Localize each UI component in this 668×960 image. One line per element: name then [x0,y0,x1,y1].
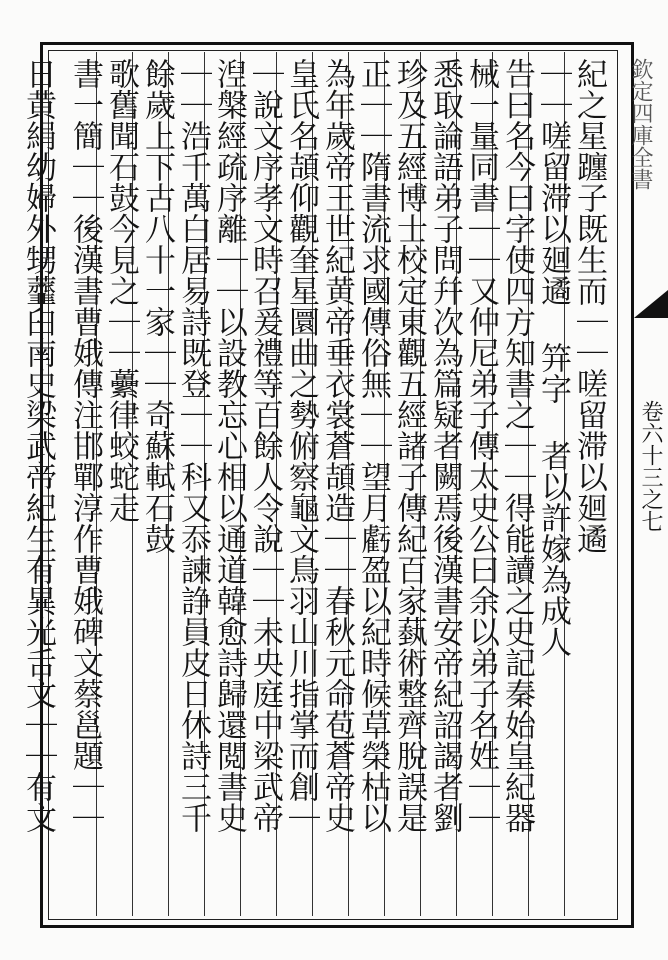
text-column-16: 日黄絹幼婦外甥虀臼南史梁武帝紀生有異光舌文｜｜有文 [20,58,56,833]
text-column-10: ｜說文序孝文時召爰禮等百餘人令說｜｜未央庭中梁武帝 [247,58,283,833]
fishtail-mark [634,290,668,318]
text-column-8: 為年歲帝王世紀黄帝垂衣裳蒼頡造｜｜春秋元命苞蒼帝史 [319,58,355,833]
text-column-11: 湼槃經疏序離｜｜以設教忘心相以通道韓愈詩歸還閲書史 [211,58,247,833]
running-header: 欽定四庫全書 [628,58,653,190]
text-column-4: 械一量同書｜｜又仲尼弟子傳太史公曰余以弟子名姓｜｜ [463,58,499,833]
text-column-6: 珍及五經博士校定東觀五經諸子傳紀百家蓺術整齊脫誤是 [391,58,427,833]
text-column-3: 告曰名今曰字使四方知書之｜｜得能讀之史記秦始皇紀器 [499,58,535,833]
text-column-9: 皇氏名頡仰觀奎星圜曲之勢俯察龜文鳥羽山川指掌而創｜ [283,58,319,833]
volume-label: 卷六十三之七 [638,400,663,532]
text-column-14: 歌舊聞石鼓今見之｜｜虆律蛟蛇走 [103,58,139,523]
text-column-5: 悉取論語弟子問幷次為篇疑者闕焉後漢書安帝紀詔謁者劉 [427,58,463,833]
text-column-13: 餘歲上下古八十一家｜｜奇蘇軾石鼓 [139,58,175,554]
text-column-12: ｜｜浩千萬白居易詩既登｜｜科又忝諫諍員皮日休詩三千 [175,58,211,833]
text-column-2: ｜｜嗟留滞以廻遹 笄字 者以許嫁為成人 [535,58,571,657]
text-column-15: 書一簡｜｜後漢書曹娥傳注邯鄲淳作曹娥碑文蔡邕題｜｜ [67,58,103,833]
text-column-7: 正｜｜隋書流求國傳俗無｜｜望月虧盈以紀時候草榮枯以 [355,58,391,833]
text-column-1: 紀之星躔子既生而｜｜嗟留滞以廻遹 [571,58,607,554]
